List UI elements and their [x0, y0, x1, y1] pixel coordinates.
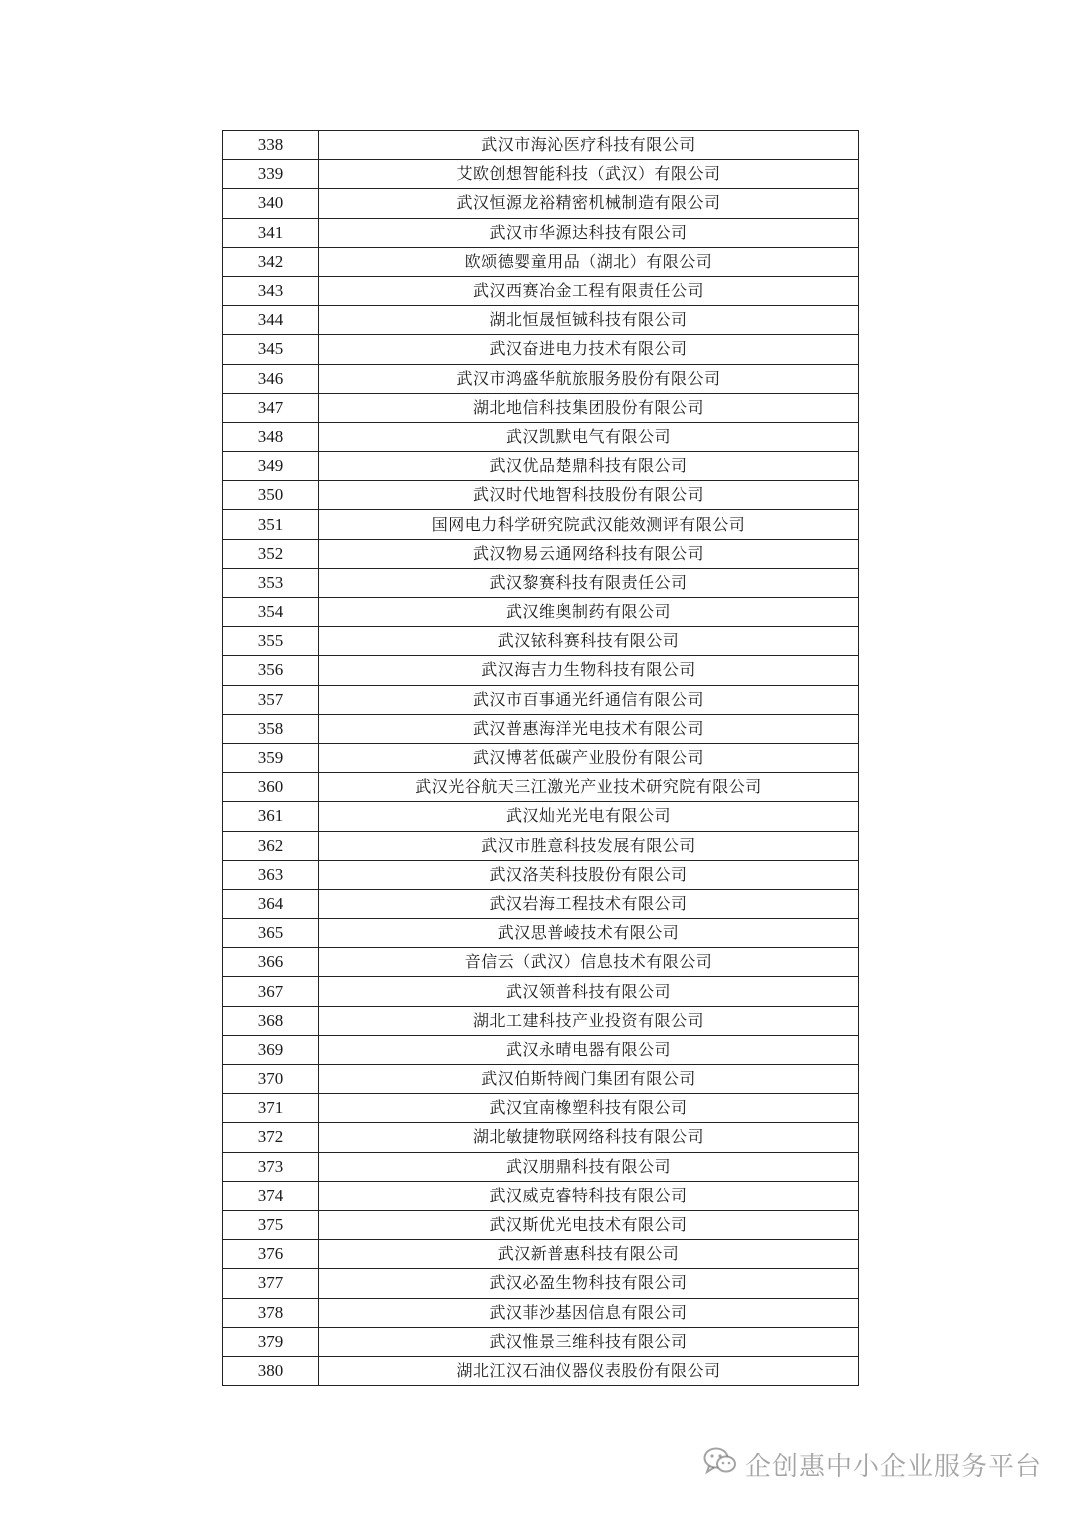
row-number: 352: [223, 539, 319, 568]
row-number: 341: [223, 218, 319, 247]
table-row: [223, 160, 859, 189]
table-row: [223, 218, 859, 247]
table-row: [223, 189, 859, 218]
table-row: [223, 656, 859, 685]
table-row: [223, 276, 859, 305]
company-name: 武汉宜南橡塑科技有限公司: [319, 1094, 859, 1123]
table-row: [223, 1065, 859, 1094]
company-name: 湖北工建科技产业投资有限公司: [319, 1006, 859, 1035]
company-name: 武汉博茗低碳产业股份有限公司: [319, 743, 859, 772]
table-row: [223, 1094, 859, 1123]
company-name: 湖北恒晟恒铖科技有限公司: [319, 306, 859, 335]
row-number: 367: [223, 977, 319, 1006]
company-name: 武汉市胜意科技发展有限公司: [319, 831, 859, 860]
row-number: 344: [223, 306, 319, 335]
row-number: 379: [223, 1327, 319, 1356]
company-name: 武汉伯斯特阀门集团有限公司: [319, 1065, 859, 1094]
table-row: [223, 627, 859, 656]
table-row: [223, 889, 859, 918]
row-number: 378: [223, 1298, 319, 1327]
table-row: [223, 422, 859, 451]
table-row: [223, 335, 859, 364]
company-name: 欧颂德婴童用品（湖北）有限公司: [319, 247, 859, 276]
table-row: [223, 247, 859, 276]
company-name: 湖北地信科技集团股份有限公司: [319, 393, 859, 422]
wechat-icon: [703, 1446, 737, 1483]
table-row: [223, 306, 859, 335]
table-row: [223, 364, 859, 393]
table-row: [223, 714, 859, 743]
row-number: 375: [223, 1210, 319, 1239]
row-number: 342: [223, 247, 319, 276]
row-number: 339: [223, 160, 319, 189]
company-name: 武汉洛芙科技股份有限公司: [319, 860, 859, 889]
row-number: 357: [223, 685, 319, 714]
company-name: 武汉西赛冶金工程有限责任公司: [319, 276, 859, 305]
row-number: 346: [223, 364, 319, 393]
row-number: 355: [223, 627, 319, 656]
company-name: 武汉必盈生物科技有限公司: [319, 1269, 859, 1298]
company-name: 武汉思普崚技术有限公司: [319, 919, 859, 948]
row-number: 358: [223, 714, 319, 743]
row-number: 371: [223, 1094, 319, 1123]
row-number: 359: [223, 743, 319, 772]
watermark-text: 企创惠中小企业服务平台: [744, 1452, 1042, 1482]
table-row: [223, 685, 859, 714]
row-number: 340: [223, 189, 319, 218]
company-name: 武汉威克睿特科技有限公司: [319, 1181, 859, 1210]
company-name: 武汉物易云通网络科技有限公司: [319, 539, 859, 568]
company-name: 武汉岩海工程技术有限公司: [319, 889, 859, 918]
table-row: [223, 1327, 859, 1356]
company-name: 武汉永晴电器有限公司: [319, 1035, 859, 1064]
table-row: [223, 1035, 859, 1064]
company-name: 武汉奋进电力技术有限公司: [319, 335, 859, 364]
company-name: 武汉斯优光电技术有限公司: [319, 1210, 859, 1239]
company-name: 武汉灿光光电有限公司: [319, 802, 859, 831]
table-row: [223, 831, 859, 860]
table-row: [223, 1298, 859, 1327]
company-name: 武汉市华源达科技有限公司: [319, 218, 859, 247]
company-name: 武汉光谷航天三江激光产业技术研究院有限公司: [319, 773, 859, 802]
company-name: 武汉黎赛科技有限责任公司: [319, 568, 859, 597]
row-number: 353: [223, 568, 319, 597]
row-number: 347: [223, 393, 319, 422]
table-row: [223, 452, 859, 481]
table-row: [223, 1006, 859, 1035]
table-row: [223, 393, 859, 422]
table-row: [223, 802, 859, 831]
company-list-body: [223, 131, 859, 1386]
row-number: 364: [223, 889, 319, 918]
company-name: 武汉市百事通光纤通信有限公司: [319, 685, 859, 714]
table-row: [223, 1152, 859, 1181]
row-number: 377: [223, 1269, 319, 1298]
row-number: 349: [223, 452, 319, 481]
row-number: 345: [223, 335, 319, 364]
row-number: 350: [223, 481, 319, 510]
company-name: 湖北敏捷物联网络科技有限公司: [319, 1123, 859, 1152]
company-name: 湖北江汉石油仪器仪表股份有限公司: [319, 1356, 859, 1385]
company-name: 武汉新普惠科技有限公司: [319, 1240, 859, 1269]
row-number: 361: [223, 802, 319, 831]
row-number: 368: [223, 1006, 319, 1035]
table-row: [223, 948, 859, 977]
table-row: [223, 919, 859, 948]
row-number: 369: [223, 1035, 319, 1064]
company-name: 武汉市海沁医疗科技有限公司: [319, 131, 859, 160]
table-row: [223, 1210, 859, 1239]
row-number: 354: [223, 598, 319, 627]
company-name: 武汉恒源龙裕精密机械制造有限公司: [319, 189, 859, 218]
company-list-table: [222, 130, 859, 1386]
table-row: [223, 977, 859, 1006]
table-row: [223, 743, 859, 772]
table-row: [223, 481, 859, 510]
company-name: 武汉市鸿盛华航旅服务股份有限公司: [319, 364, 859, 393]
table-row: [223, 598, 859, 627]
row-number: 338: [223, 131, 319, 160]
table-row: [223, 1123, 859, 1152]
row-number: 351: [223, 510, 319, 539]
table-row: [223, 860, 859, 889]
row-number: 362: [223, 831, 319, 860]
table-row: [223, 131, 859, 160]
company-name: 武汉菲沙基因信息有限公司: [319, 1298, 859, 1327]
table-row: [223, 1269, 859, 1298]
company-name: 武汉普惠海洋光电技术有限公司: [319, 714, 859, 743]
company-name: 武汉铱科赛科技有限公司: [319, 627, 859, 656]
company-name: 国网电力科学研究院武汉能效测评有限公司: [319, 510, 859, 539]
company-name: 武汉朋鼎科技有限公司: [319, 1152, 859, 1181]
company-name: 武汉维奥制药有限公司: [319, 598, 859, 627]
table-row: [223, 539, 859, 568]
company-name: 艾欧创想智能科技（武汉）有限公司: [319, 160, 859, 189]
table-row: [223, 1181, 859, 1210]
row-number: 376: [223, 1240, 319, 1269]
table-row: [223, 1356, 859, 1385]
table-row: [223, 568, 859, 597]
row-number: 370: [223, 1065, 319, 1094]
table-row: [223, 1240, 859, 1269]
row-number: 343: [223, 276, 319, 305]
row-number: 366: [223, 948, 319, 977]
company-name: 武汉凯默电气有限公司: [319, 422, 859, 451]
company-name: 武汉时代地智科技股份有限公司: [319, 481, 859, 510]
row-number: 374: [223, 1181, 319, 1210]
row-number: 363: [223, 860, 319, 889]
company-name: 武汉惟景三维科技有限公司: [319, 1327, 859, 1356]
row-number: 373: [223, 1152, 319, 1181]
company-name: 武汉领普科技有限公司: [319, 977, 859, 1006]
table-row: [223, 773, 859, 802]
row-number: 380: [223, 1356, 319, 1385]
row-number: 372: [223, 1123, 319, 1152]
row-number: 365: [223, 919, 319, 948]
company-name: 武汉优品楚鼎科技有限公司: [319, 452, 859, 481]
table-row: [223, 510, 859, 539]
company-name: 音信云（武汉）信息技术有限公司: [319, 948, 859, 977]
row-number: 356: [223, 656, 319, 685]
watermark: [703, 1446, 1042, 1483]
company-name: 武汉海吉力生物科技有限公司: [319, 656, 859, 685]
row-number: 348: [223, 422, 319, 451]
row-number: 360: [223, 773, 319, 802]
